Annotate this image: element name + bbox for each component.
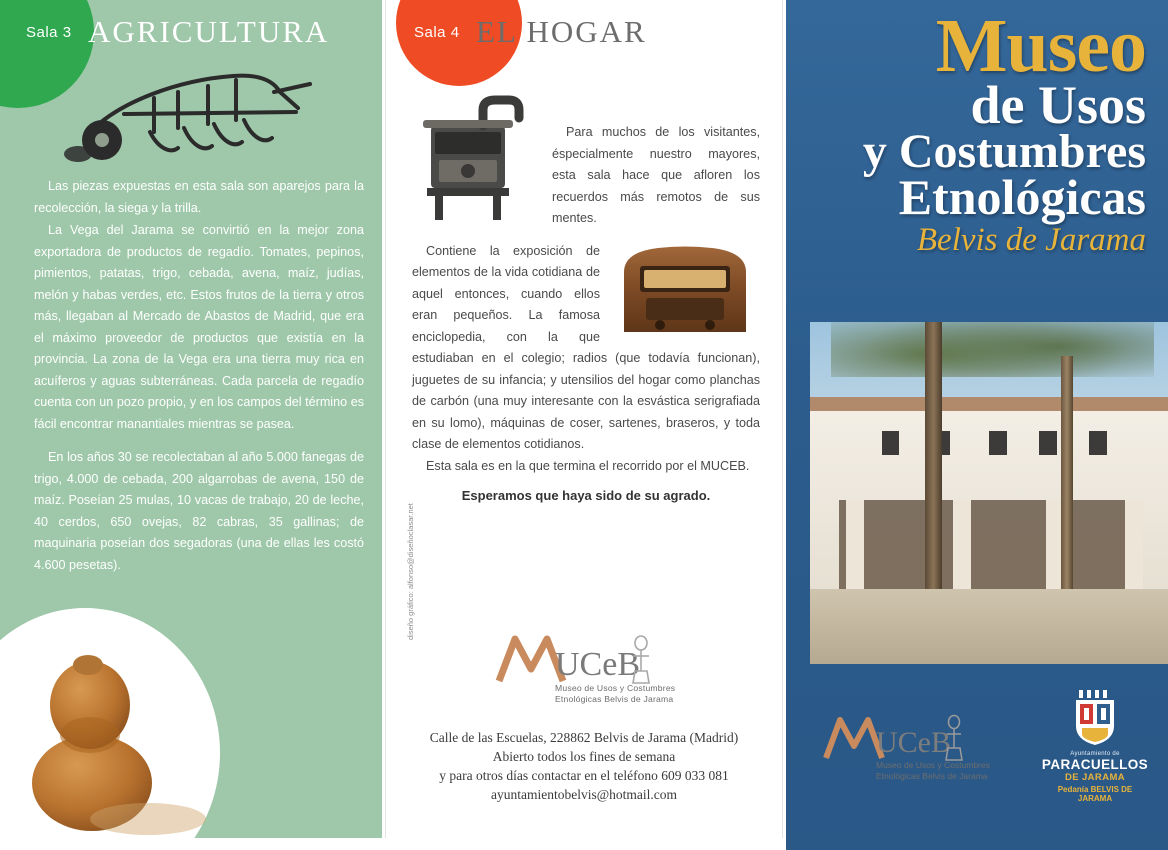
stove-text-wrap (412, 122, 552, 240)
svg-text:UCeB: UCeB (555, 646, 640, 683)
sala3-label: Sala 3 (26, 23, 72, 41)
photo-window-4 (1039, 431, 1057, 455)
hogar-heading (414, 14, 647, 50)
svg-text:Etnológicas Belvis de Jarama: Etnológicas Belvis de Jarama (876, 771, 988, 781)
photo-column-1 (846, 500, 864, 603)
horse-drawn-plough-icon (58, 62, 328, 177)
address-line-2: Abierto todos los fines de semana (492, 749, 676, 764)
address-line-1: Calle de las Escuelas, 228862 Belvis de Jarama (Madrid) (429, 730, 739, 745)
hogar-title: EL HOGAR (476, 14, 647, 49)
panel-divider-2 (782, 0, 783, 838)
dried-gourd-icon (0, 583, 230, 838)
photo-tree-canopy (831, 322, 1153, 377)
agricultura-body (34, 176, 364, 576)
cover-subtitle-belvis: Belvis de Jarama (916, 222, 1146, 258)
panel-agricultura (0, 0, 382, 838)
agricultura-heading (26, 14, 366, 50)
svg-text:Museo de Usos y Costumbres: Museo de Usos y Costumbres (555, 683, 676, 693)
address-line-3: y para otros días contactar en el teléfono 609 033 081 (439, 768, 729, 783)
cover-title-de-usos: de Usos (970, 75, 1146, 135)
svg-text:Etnológicas Belvis de Jarama: Etnológicas Belvis de Jarama (555, 694, 674, 704)
ayuntamiento-logo (1040, 690, 1150, 803)
hogar-closing-line: Esperamos que haya sido de su agrado. (461, 488, 711, 503)
museum-address-block (398, 728, 770, 804)
ayuntamiento-pedania: Pedanía BELVIS DE JARAMA (1057, 785, 1133, 803)
ayuntamiento-name: PARACUELLOS (1041, 757, 1149, 772)
museum-building-photo (810, 322, 1168, 664)
muceb-logo (493, 625, 703, 710)
svg-text:Museo de Usos y Costumbres: Museo de Usos y Costumbres (876, 760, 990, 770)
agricultura-paragraph-1: Las piezas expuestas en esta sala son aparejos para la recolección, la siega y la trilla. (34, 179, 364, 215)
hogar-paragraph-1: Para muchos de los visitantes, éspecialmente nuestro mayores, esta sala hace que afloren los recuerdos más remotos de sus mentes. (552, 125, 760, 225)
contact-email[interactable]: ayuntamientobelvis@hotmail.com (490, 787, 678, 802)
photo-window-3 (989, 431, 1007, 455)
hogar-body (412, 122, 760, 507)
agricultura-title: AGRICULTURA (88, 14, 330, 49)
sala4-label: Sala 4 (414, 23, 460, 41)
photo-porch-shadow (839, 500, 1140, 603)
photo-roof (810, 397, 1168, 411)
cover-title-etnologicas: Etnológicas (898, 169, 1146, 225)
photo-window-5 (1089, 431, 1107, 455)
designer-credit: diseño gráfico: alfonso@diseñoclasar.net (406, 503, 415, 640)
hogar-paragraph-2: Contiene la exposición de elementos de la vida cotidiana de aquel entonces, cuando ellos eran pequeños. La famosa enciclopedia, con la que estudiaban en el colegio; radios (que todavía funcionan), juguetes de su infancia; y utensilios del hogar como planchas de carbón (una muy interesante con la esvástica serigrafiada en su lomo), máquinas de coser, sartenes, braseros, y toda clase de elementos cotidianos. (412, 243, 760, 451)
agricultura-paragraph-2: La Vega del Jarama se convirtió en la mejor zona exportadora de productos de regadío. Tomates, pepinos, pimientos, patatas, trigo, cebada, avena, maíz, judías, melón y habas verdes, etc. Estos frutos de la tierra y otros más, llegaban al Mercado de Abastos de Madrid, que era el máximo proveedor de productos que existía en la provincia. La zona de la Vega era una tierra muy rica en acuíferos y aguas subterráneas. Cada parcela de regadío cuenta con un pozo propio, y en los campos del término es fácil encontrar manantiales mientras se pasea. (34, 223, 364, 431)
panel-divider-1 (385, 0, 386, 838)
photo-ground (810, 589, 1168, 664)
hogar-paragraph-3: Esta sala es en la que termina el recorrido por el MUCEB. (426, 458, 750, 473)
ayuntamiento-pre-label: Ayuntamiento de (1070, 751, 1120, 757)
photo-window-1 (882, 431, 900, 455)
panel-el-hogar (388, 0, 780, 838)
photo-column-2 (953, 500, 971, 603)
svg-text:UCeB: UCeB (876, 726, 951, 759)
muceb-logo-cover (820, 706, 1010, 788)
vintage-wooden-radio-icon (610, 236, 760, 336)
agricultura-paragraph-3: En los años 30 se recolectaban al año 5.000 fanegas de trigo, 4.000 de cebada, 200 algarrobas de avena, 150 de maíz. Poseían 25 mulas, 10 vacas de trabajo, 20 de leche, 40 cerdos, 650 ovejas, 82 cabras, 35 gallinas; de maquinaria poseían dos segadoras (una de ellas les costó 4.600 pesetas). (34, 450, 364, 572)
ayuntamiento-name-2: DE JARAMA (1064, 772, 1126, 783)
coat-of-arms-icon (1072, 690, 1118, 746)
photo-column-4 (1125, 500, 1143, 603)
cover-title-museo: Museo (935, 4, 1146, 88)
cover-title-block (786, 4, 1168, 258)
cover-title-y-costumbres: y Costumbres (862, 125, 1146, 178)
gourd-photo-area (0, 583, 230, 838)
